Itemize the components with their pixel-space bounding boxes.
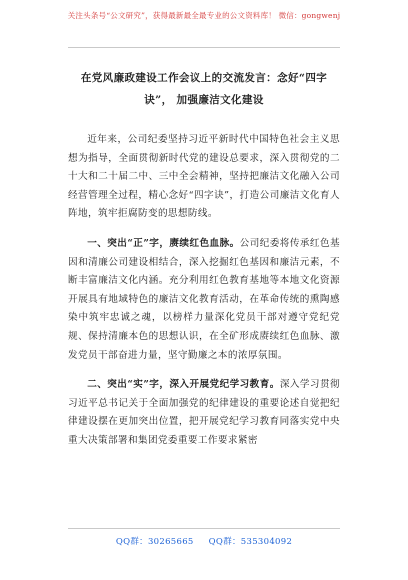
document-title: 在党风廉政建设工作会议上的交流发言：念好“四字诀”， 加强廉洁文化建设 <box>80 72 328 106</box>
paragraph-text: 公司纪委将传承红色基因和清廉公司建设相结合，深入挖掘红色基因和廉洁元素，不断丰富廉洁文化内涵。充分利用红色教育基地等本地文化资源开展具有地域特色的廉洁文化教育活动，在革命传统的熏陶感染中筑牢忠诚之魂，以榜样力量深化党员干部对遵守党纪党规、保持清廉本色的思想认识，在全矿形成赓续红色血脉、激发党员干部奋进力量，坚守勤廉之本的浓厚氛围。 <box>68 237 340 361</box>
header-divider <box>68 47 340 48</box>
footer-qq-group-1: QQ群：30265665 <box>115 537 194 547</box>
paragraph-text: 近年来，公司纪委坚持习近平新时代中国特色社会主义思想为指导，全面贯彻新时代党的建设总要求，深入贯彻党的二十大和二十届二中、三中全会精神，坚持把廉洁文化融入公司经营管理全过程，精心念好“四字诀”，打造公司廉洁文化育人阵地，筑牢拒腐防变的思想防线。 <box>68 134 340 220</box>
paragraph-section-2 <box>68 376 340 450</box>
paragraph-text: 深入学习贯彻习近平总书记关于全面加强党的纪律建设的重要论述自觉把纪律建设摆在更加突出位置，把开展党纪学习教育同落实党中央重大决策部署和集团党委重要工作要求紧密 <box>68 379 340 446</box>
document-body <box>68 131 340 462</box>
paragraph-lead: 一、突出“正”字，赓续红色血脉。 <box>87 237 240 249</box>
paragraph-intro <box>68 131 340 224</box>
paragraph-lead: 二、突出“实”字，深入开展党纪学习教育。 <box>87 379 280 391</box>
footer-qq-group-2: QQ群：535304092 <box>208 537 293 547</box>
paragraph-section-1 <box>68 235 340 365</box>
footer-divider <box>68 528 340 529</box>
header-note: 关注头条号“公文研究”，获得最新最全最专业的公文资料库！ 微信：gongwenj <box>67 11 341 20</box>
footer <box>0 535 408 547</box>
